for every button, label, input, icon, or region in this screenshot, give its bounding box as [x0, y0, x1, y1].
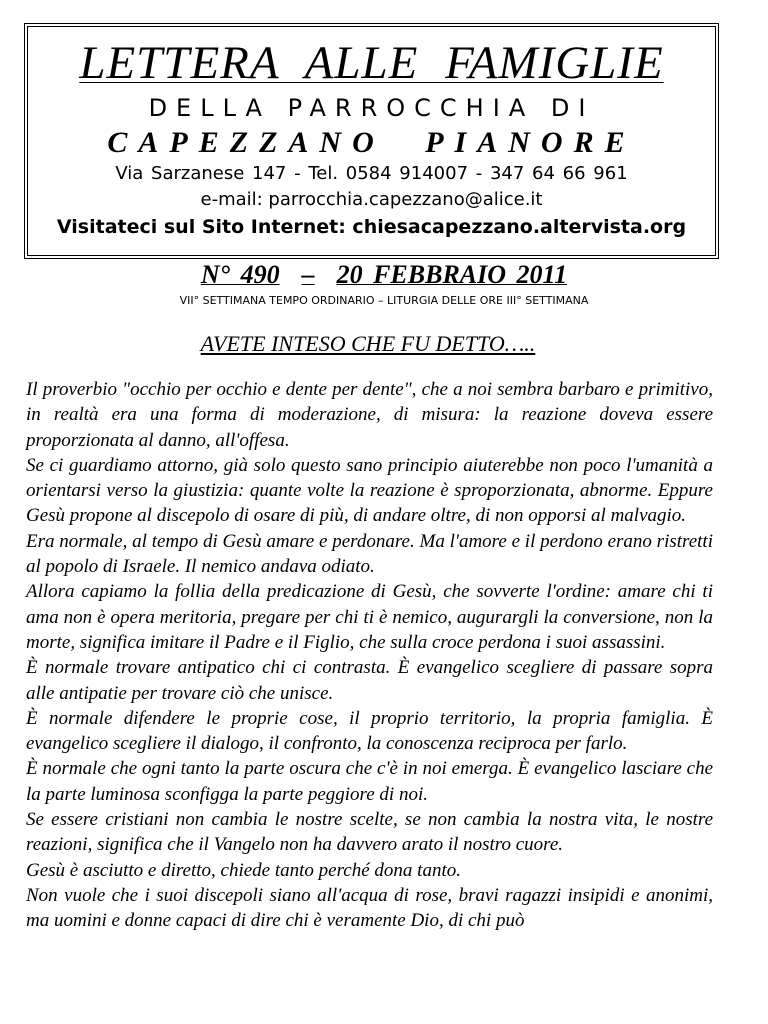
article-title: AVETE INTESO CHE FU DETTO….. — [200, 331, 536, 356]
issue-line — [0, 259, 768, 291]
newsletter-subtitle: DELLA PARROCCHIA DI — [148, 94, 595, 122]
parish-address: Via Sarzanese 147 - Tel. 0584 914007 - 347 64 66 961 — [115, 163, 628, 184]
article-paragraph: Allora capiamo la follia della predicazione di Gesù, che sovverte l'ordine: amare chi ti ama non è opera meritoria, pregare per chi ti è nemico, augurargli la conversione, non la morte, significa imitare il Padre e il Figlio, che sulla croce perdona i suoi assassini. — [26, 581, 713, 653]
article-body — [26, 377, 713, 934]
newsletter-title: LETTERA ALLE FAMIGLIE — [79, 37, 664, 89]
article-paragraph: È normale trovare antipatico chi ci contrasta. È evangelico scegliere di passare sopra alle antipatie per trovare ciò che unisce. — [26, 657, 713, 704]
issue-date: 20 FEBBRAIO 2011 — [336, 260, 568, 289]
article-paragraph: Era normale, al tempo di Gesù amare e perdonare. Ma l'amore e il perdono erano ristretti al popolo di Israele. Il nemico andava odiato. — [26, 530, 713, 578]
masthead — [27, 26, 716, 256]
article-paragraph: Se ci guardiamo attorno, già solo questo sano principio aiuterebbe non poco l'umanità a orientarsi verso la giustizia: quante volte la reazione è sproporzionata, abnorme. Eppure Gesù propone al discepolo di osare di più, di andare oltre, di non opporsi al malvagio. — [26, 454, 713, 527]
issue-number: N° 490 — [200, 260, 280, 289]
article-paragraph: Gesù è asciutto e diretto, chiede tanto perché dona tanto. — [26, 859, 461, 881]
article-paragraph: Non vuole che i suoi discepoli siano all'acqua di rose, bravi ragazzi insipidi e anonimi, ma uomini e donne capaci di dire chi è veramente Dio, di chi può — [26, 884, 713, 932]
liturgy-info: VII° SETTIMANA TEMPO ORDINARIO – LITURGIA DELLE ORE III° SETTIMANA — [179, 294, 589, 307]
article-paragraph: È normale difendere le proprie cose, il proprio territorio, la propria famiglia. È evangelico scegliere il dialogo, il confronto, la conoscenza reciproca per farlo. — [26, 707, 713, 755]
article-paragraph: Se essere cristiani non cambia le nostre scelte, se non cambia la nostra vita, le nostre reazioni, significa che il Vangelo non ha davvero arato il nostro cuore. — [26, 809, 713, 856]
article-paragraph: È normale che ogni tanto la parte oscura che c'è in noi emerga. È evangelico lasciare che la parte luminosa sconfigga la parte peggiore di noi. — [26, 758, 713, 805]
parish-website: Visitateci sul Sito Internet: chiesacapezzano.altervista.org — [56, 216, 687, 238]
article-paragraph: Il proverbio "occhio per occhio e dente per dente", che a noi sembra barbaro e primitivo, in realtà era una forma di moderazione, di misura: la reazione doveva essere proporzionata al danno, all'offesa. — [26, 379, 713, 451]
parish-name: CAPEZZANO PIANORE — [107, 126, 636, 159]
issue-dash: – — [301, 260, 315, 289]
parish-email: e-mail: parrocchia.capezzano@alice.it — [200, 189, 543, 210]
